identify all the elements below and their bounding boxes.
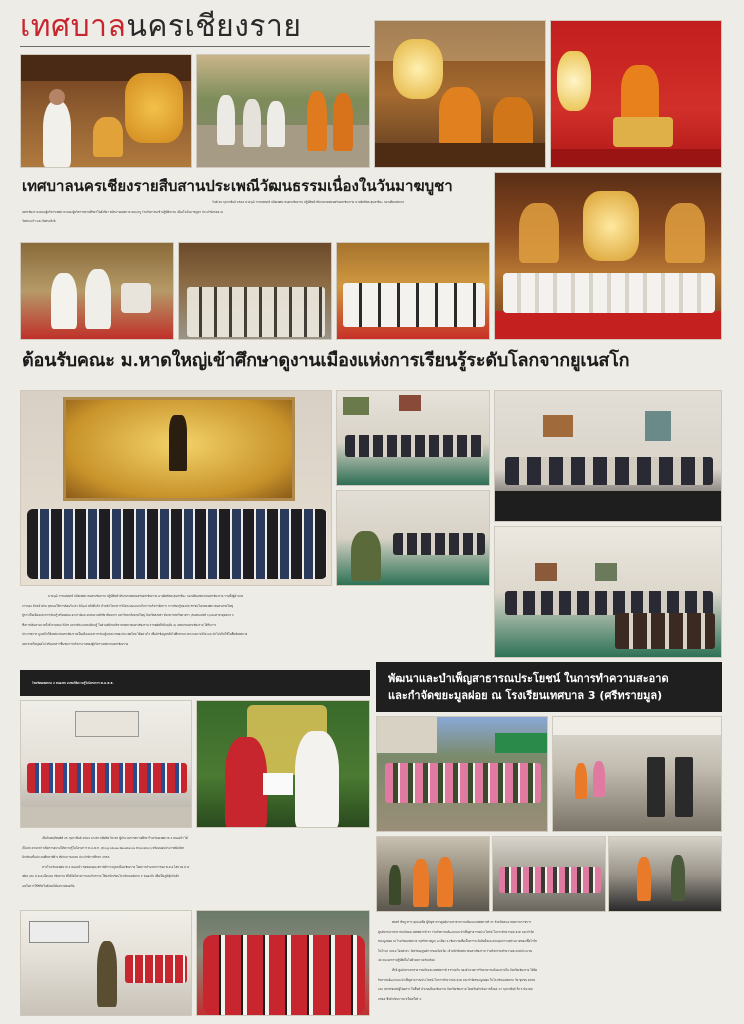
photo-temple-altar bbox=[20, 54, 192, 168]
masthead-rule bbox=[20, 46, 370, 47]
photo-group-golden-mural bbox=[20, 390, 332, 586]
story3-line: ทางโรงเรียนเทศบาล 2 หนองบัว ขอขอบคุณ สถานีตำรวจภูธรเมืองเชียงราย โดยการอำนวยการของ พ.ต.อ.ไสยาณ ม่วง bbox=[42, 864, 190, 869]
story3-line: เพียง และ ส.ต.ต.เอ็ดแมง เชียงราย ที่ได้จัดโครงการและกิจกรรม ให้แก่นักเรียนโรงเรียนเทศบาล 2 หนองบัว เพื่อเป็นภูมิคุ้มกันตัว bbox=[22, 874, 180, 879]
photo-meeting-room-a bbox=[336, 390, 490, 486]
masthead-part1: เทศบาล bbox=[20, 10, 127, 43]
photo-meeting-room-d bbox=[494, 526, 722, 658]
story2-line: ซึ่งการเดินทางมาครั้งนี้ ทางคณะวิจัยฯ อยากที่จะแลกเปลี่ยนรู้ ในส่วนที่ฝ่ายบริหารเทศบาลนครเชียงราย จากอดีตถึงปัจจุบัน 2) เทศบาลนครเชียงราย ได้รับการ bbox=[22, 622, 217, 627]
story4-line: 2564 ซึ่งดำเนินการมาเป็นครั้งที่ 3. bbox=[378, 996, 422, 1001]
masthead bbox=[20, 10, 301, 44]
story4-line: โคโรนา 2019 โดยมี ดร. นิกเรียน(ศูนย์การของจังหวัด, เจ้าหน้าที่เทศบาลนครเชียงราย ร่วมกิจกรรมทำความสะอาดประมาณ bbox=[378, 948, 533, 953]
story3-line: เองในการใช้ชีวิตในสังคมได้อย่างปลอดภัย. bbox=[22, 883, 76, 888]
story1-line: นครเชียงราย คณะผู้บริหารเทศบาล คณะผู้บริหารสถานศึกษาในสังกัดฯ พนักงานเทศบาล คณะครู ร่วมกิจกรรมเข้าปฏิบัติธรรม เนื่องในวันมาฆบูชา ประจำปี2564 ณ bbox=[22, 209, 224, 214]
story2-line: นายวุฒิ วรรณพฤกษ์ ปลัดเทศบาลนครเชียงราย ปฏิบัติหน้าที่นายกเทศมนตรีนครเชียงราย นายอิทธิพล สุนทรสินะ รองปลัดเทศบาลนครเชียงราย รวมทั้งผู้อำนวย bbox=[48, 594, 244, 598]
story1-body bbox=[22, 198, 490, 232]
story4-line: ศูนย์บรรเทาสาธารณภัยและเทศพหารที่ 37 ร่วมกิจกรรมพัฒนาและบำเพ็ญสาธารณประโยชน์ ในการทำความสะอาด และกำจัด bbox=[378, 929, 534, 934]
story3-line: นักเรียนชั้นประถมศึกษาปีที่ 5 ที่ผ่านการอบรม ประจำปีการศึกษา 2563 bbox=[22, 855, 110, 860]
story4-line: ขยะมูลฝอย ณ โรงเรียนเทศบาล 3(ศรีทรายมูล) อ.เมือง จ.เชียงรายเพื่อเป็นการระงับยับยั้งและควบคุมการแพร่ระบาดของเชื้อไวรัส bbox=[378, 939, 537, 944]
story4-line: กิจกรรมพัฒนาและบำเพ็ญสาธารณประโยชน์ ในการทำความสะอาด และกำจัดขยะมูลฝอย ในโรงเรียนเทศบาล วัด ชุมชน ตลาด bbox=[378, 977, 536, 982]
story4-banner-line2: และกำจัดขยะมูลฝอย ณ โรงเรียนเทศบาล 3 (ศรีทรายมูล) bbox=[388, 689, 663, 702]
story3-body bbox=[22, 834, 372, 908]
photo-temple-interior-group bbox=[494, 172, 722, 340]
story2-line: ประกาศจาก ยูเนสโกให้เทศบาลนครเชียงรายเป็นเมืองแห่งการเรียนรู้แห่งแรกของประเทศไทย ได้อย่างไร เพื่อนำข้อมูลกลับไปศึกษาแนวทางแลงานวิจัย และนำไปปรับใช้ในพื้นที่เทศบาล bbox=[22, 632, 248, 637]
photo-cleanup-group-yard bbox=[376, 716, 548, 832]
story3-line: เป็นประธานกล่าวเปิดการอบรมให้ความรู้ในโครงการ D.A.R.E. (Drug Abuse Resistance Education) พร้อมมอบประกาศนียบัตร bbox=[22, 845, 185, 850]
story1-line: วัดพระแก้ว และวัดพระสิงห์ bbox=[22, 219, 56, 224]
story2-line: การกอง หัวหน้าฝ่าย ทุกกองให้การต้อนรับ ดร.นิวัฒน์ สวัสดิ์แก้ว หัวหน้าโครงการวิจัยระบบและกลไกการบริหารจัดการ การเรียนรู้ของประชาชนในเขตเทศบาลนครหาดใหญ่ bbox=[22, 603, 234, 608]
photo-cleanup-corridor bbox=[552, 716, 722, 832]
photo-masked-seated-row bbox=[336, 242, 490, 340]
photo-alms-offering bbox=[196, 54, 370, 168]
story4-banner bbox=[376, 662, 722, 712]
story4-line: พลตรี ชัชฎาการ คุณแหลือ ผู้บัญชาการศูนย์บรรเทาสาธารณภัยและเทศพหารที่ 37 จังหวัดพะเยาสงครามราชการ bbox=[392, 920, 532, 924]
story3-line: เมื่อวันพฤหัสบดีที่ 25 กุมภาพันธ์ 2564 นางสาวเปียทิพ จิระพา ผู้อำนวยการสถานศึกษาโรงเรียนเทศบาล 2 หนองบัว ได้ bbox=[42, 836, 188, 840]
story1-headline: เทศบาลนครเชียงรายสืบสานประเพณีวัฒนธรรมเนื่องในวันมาฆบูชา bbox=[22, 177, 453, 195]
photo-meeting-room-c bbox=[336, 490, 490, 586]
photo-students-kneeling bbox=[178, 242, 332, 340]
story4-line: และ สถานีขนส่งผู้โดยสาร ในพื้นที่ อำเภอเมืองเชียงราย จังหวัดเชียงราย โดยเริ่มดำเนินการตั้งแต่ 17 กุมภาพันธ์ ถึง 5 มีนาคม bbox=[378, 987, 533, 992]
photo-washing-floor bbox=[608, 836, 722, 912]
masthead-part2: นครเชียงราย bbox=[126, 10, 302, 43]
photo-monks-ceremony bbox=[374, 20, 546, 168]
story2-line: สู่การเป็นเมืองแห่งการเรียนรู้ พร้อมคณะอาจารย์และหน่วยงานที่เกี่ยวข้องจาก มหาวิทยาลัยหาดใหญ่ จังหวัดสงขลา ที่อาคารสหวิทยาคาร (ขนส่งแห่งที่ 1)และศาลาดุดตาล จ bbox=[22, 613, 234, 618]
story4-line: ทั้งนี้ ศูนย์บรรเทาสาธารณภัยและเทศพหารที่ 37ร่วมกับ กองอำนวยการรักษาความมั่นคงภายใน จังหวัดเชียงราย ได้จัด bbox=[392, 967, 538, 972]
photo-hall-cleaning bbox=[492, 836, 606, 912]
story2-body bbox=[22, 592, 494, 662]
photo-officials-seated bbox=[20, 242, 174, 340]
photo-monk-red-hall bbox=[550, 20, 722, 168]
story3-banner: โรงเรียนเทศบาล 2 หนองบัว อบรมให้ความรู้ในโครงการ D.A.R.E. bbox=[20, 670, 370, 696]
photo-certificate-handover bbox=[196, 700, 370, 828]
photo-officer-lecture bbox=[20, 910, 192, 1016]
story4-body bbox=[378, 918, 724, 1016]
story4-banner-line1: พัฒนาและบำเพ็ญสาธารณประโยชน์ ในการทำความสะอาด bbox=[388, 672, 669, 685]
story2-headline: ต้อนรับคณะ ม.หาดใหญ่เข้าศึกษาดูงานเมืองแห่งการเรียนรู้ระดับโลกจากยูเนสโก bbox=[22, 350, 630, 371]
photo-soldiers-sweeping bbox=[376, 836, 490, 912]
story2-line: นครหาดใหญ่ต่อไป พร้อมกล่าวชื่นชมการบริหารงานของผู้บริหารเทศบาลนครเชียงราย bbox=[22, 641, 129, 646]
photo-students-masks bbox=[196, 910, 370, 1016]
photo-students-hall bbox=[20, 700, 192, 828]
story1-line: วันที่ 26 กุมภาพันธ์ 2564 นายวุฒิ วรรณพฤกษ์ ปลัดเทศบาลนครเชียงราย ปฏิบัติหน้าที่นายกเทศมนตรีนครเชียงราย นายอิทธิพล สุนทรสินะ รองปลัดเทศบาล bbox=[212, 200, 405, 204]
story4-line: 40 คน ผลการปฏิบัติเป็นไปด้วยความเรียบร้อย bbox=[378, 958, 435, 963]
photo-meeting-room-b bbox=[494, 390, 722, 522]
